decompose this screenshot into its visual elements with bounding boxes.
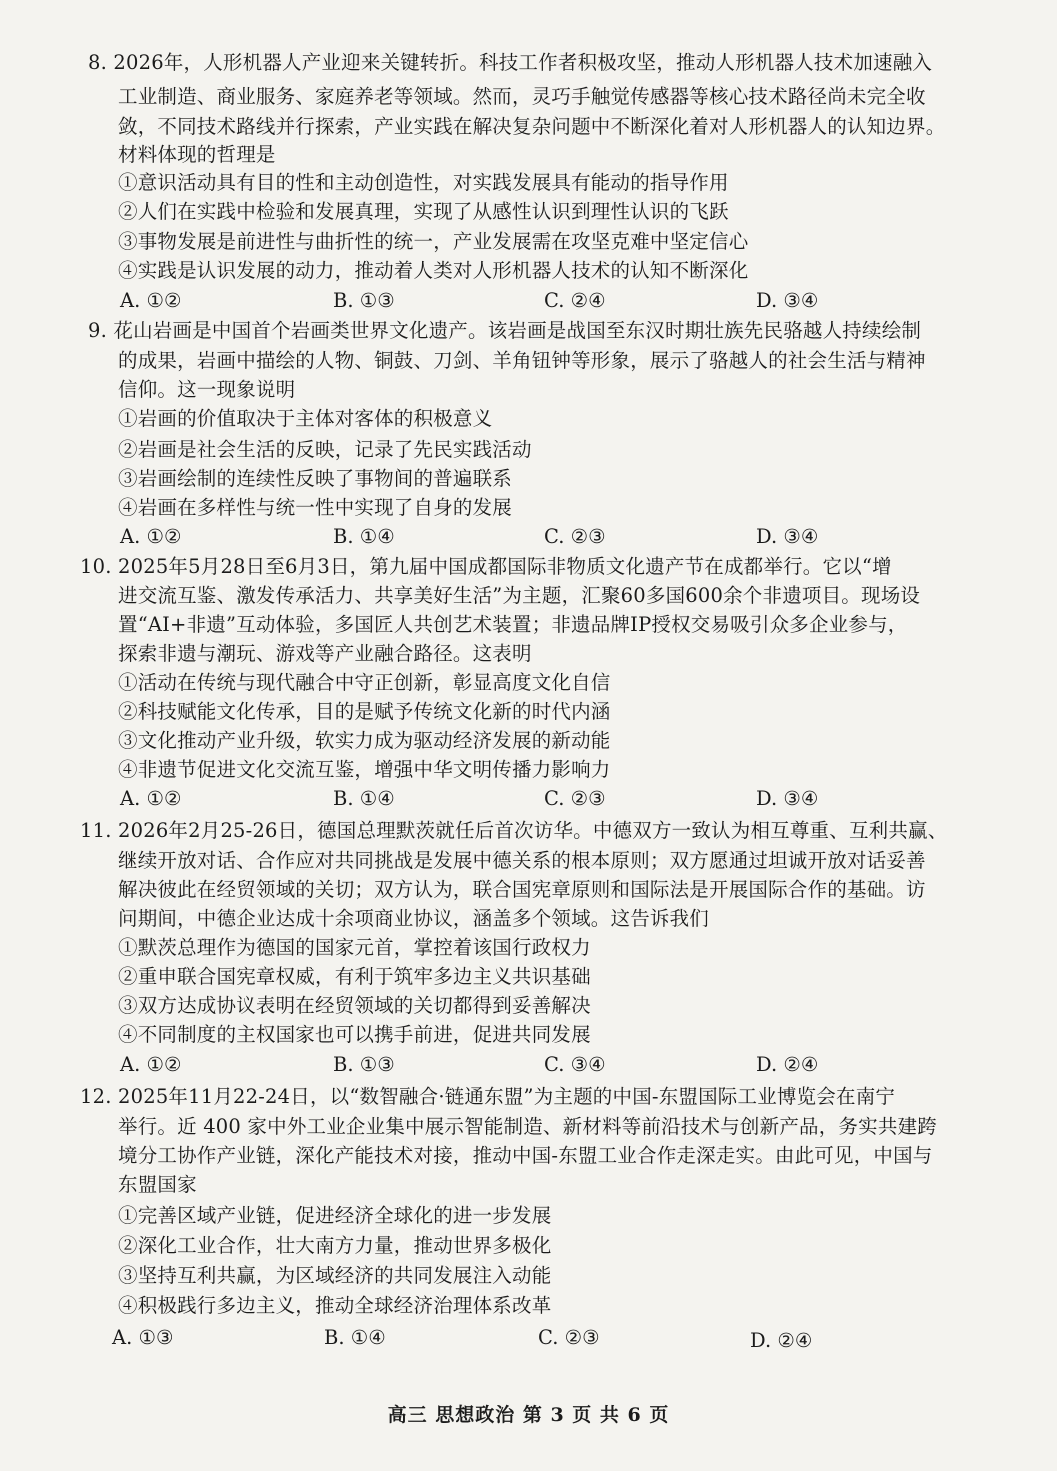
- question-stem-line: 10. 2025年5月28日至6月3日，第九届中国成都国际非物质文化遗产节在成都举行。它以“增: [80, 555, 892, 578]
- statement-option: ①岩画的价值取决于主体对客体的积极意义: [118, 407, 493, 430]
- question-stem-line: 8. 2026年，人形机器人产业迎来关键转折。科技工作者积极攻坚，推动人形机器人技术加速融入: [88, 51, 933, 74]
- question-stem-line: 的成果，岩画中描绘的人物、铜鼓、刀剑、羊角钮钟等形象，展示了骆越人的社会生活与精神: [118, 349, 926, 372]
- answer-choice-c: C. ②③: [538, 1326, 600, 1349]
- page-footer: 高三 思想政治 第 3 页 共 6 页: [387, 1404, 670, 1426]
- answer-choice-b: B. ①④: [324, 1326, 386, 1349]
- statement-option: ②岩画是社会生活的反映，记录了先民实践活动: [118, 438, 532, 461]
- statement-option: ③事物发展是前进性与曲折性的统一，产业发展需在攻坚克难中坚定信心: [118, 230, 749, 253]
- question-stem-line: 解决彼此在经贸领域的关切；双方认为，联合国宪章原则和国际法是开展国际合作的基础。访: [118, 878, 926, 901]
- statement-option: ③文化推动产业升级，软实力成为驱动经济发展的新动能: [118, 729, 611, 752]
- question-stem-line: 继续开放对话、合作应对共同挑战是发展中德关系的根本原则；双方愿通过坦诚开放对话妥善: [118, 849, 926, 872]
- answer-choice-d: D. ②④: [756, 1053, 819, 1076]
- statement-option: ①活动在传统与现代融合中守正创新，彰显高度文化自信: [118, 671, 611, 694]
- statement-option: ③双方达成协议表明在经贸领域的关切都得到妥善解决: [118, 994, 591, 1017]
- question-stem-line: 工业制造、商业服务、家庭养老等领域。然而，灵巧手触觉传感器等核心技术路径尚未完全收: [118, 85, 926, 108]
- answer-choice-c: C. ③④: [544, 1053, 606, 1076]
- statement-option: ①意识活动具有目的性和主动创造性，对实践发展具有能动的指导作用: [118, 171, 729, 194]
- question-stem-line: 探索非遗与潮玩、游戏等产业融合路径。这表明: [118, 642, 532, 665]
- question-stem-line: 举行。近 400 家中外工业企业集中展示智能制造、新材料等前沿技术与创新产品，务实共建跨: [118, 1115, 937, 1138]
- question-stem-line: 问期间，中德企业达成十余项商业协议，涵盖多个领域。这告诉我们: [118, 907, 710, 930]
- answer-choice-a: A. ①②: [120, 525, 182, 548]
- statement-option: ④实践是认识发展的动力，推动着人类对人形机器人技术的认知不断深化: [118, 259, 749, 282]
- answer-choice-b: B. ①④: [333, 787, 395, 810]
- answer-choice-d: D. ③④: [756, 525, 819, 548]
- question-stem-line: 东盟国家: [118, 1173, 197, 1196]
- question-stem-line: 置“AI+非遗”互动体验，多国匠人共创艺术装置；非遗品牌IP授权交易吸引众多企业参与，: [118, 613, 908, 636]
- answer-choice-b: B. ①④: [333, 525, 395, 548]
- statement-option: ②科技赋能文化传承，目的是赋予传统文化新的时代内涵: [118, 700, 611, 723]
- statement-option: ④非遗节促进文化交流互鉴，增强中华文明传播力影响力: [118, 758, 611, 781]
- question-stem-line: 敛，不同技术路线并行探索，产业实践在解决复杂问题中不断深化着对人形机器人的认知边界。: [118, 115, 946, 138]
- statement-option: ④不同制度的主权国家也可以携手前进，促进共同发展: [118, 1023, 591, 1046]
- question-stem-line: 进交流互鉴、激发传承活力、共享美好生活”为主题，汇聚60多国600余个非遗项目。现场设: [118, 584, 921, 607]
- statement-option: ③岩画绘制的连续性反映了事物间的普遍联系: [118, 467, 513, 490]
- question-stem-line: 信仰。这一现象说明: [118, 378, 296, 401]
- answer-choice-a: A. ①②: [120, 787, 182, 810]
- statement-option: ②重申联合国宪章权威，有利于筑牢多边主义共识基础: [118, 965, 591, 988]
- statement-option: ①默茨总理作为德国的国家元首，掌控着该国行政权力: [118, 936, 591, 959]
- statement-option: ②人们在实践中检验和发展真理，实现了从感性认识到理性认识的飞跃: [118, 200, 729, 223]
- answer-choice-d: D. ③④: [756, 787, 819, 810]
- answer-choice-b: B. ①③: [333, 289, 395, 312]
- answer-choice-c: C. ②④: [544, 289, 606, 312]
- answer-choice-d: D. ③④: [756, 289, 819, 312]
- question-stem-line: 境分工协作产业链，深化产能技术对接，推动中国-东盟工业合作走深走实。由此可见，中国与: [118, 1144, 933, 1167]
- answer-choice-d: D. ②④: [750, 1329, 813, 1352]
- question-stem-line: 材料体现的哲理是: [118, 143, 276, 166]
- question-stem-line: 9. 花山岩画是中国首个岩画类世界文化遗产。该岩画是战国至东汉时期壮族先民骆越人持续绘制: [88, 319, 922, 342]
- question-stem-line: 11. 2026年2月25-26日，德国总理默茨就任后首次访华。中德双方一致认为相互尊重、互利共赢、: [80, 819, 948, 842]
- answer-choice-c: C. ②③: [544, 525, 606, 548]
- statement-option: ①完善区域产业链，促进经济全球化的进一步发展: [118, 1204, 552, 1227]
- answer-choice-a: A. ①③: [112, 1326, 174, 1349]
- question-stem-line: 12. 2025年11月22-24日，以“数智融合·链通东盟”为主题的中国-东盟国际工业博览会在南宁: [80, 1085, 896, 1108]
- answer-choice-c: C. ②③: [544, 787, 606, 810]
- statement-option: ②深化工业合作，壮大南方力量，推动世界多极化: [118, 1234, 552, 1257]
- statement-option: ③坚持互利共赢，为区域经济的共同发展注入动能: [118, 1264, 552, 1287]
- answer-choice-a: A. ①②: [120, 289, 182, 312]
- answer-choice-b: B. ①③: [333, 1053, 395, 1076]
- answer-choice-a: A. ①②: [120, 1053, 182, 1076]
- statement-option: ④积极践行多边主义，推动全球经济治理体系改革: [118, 1294, 552, 1317]
- statement-option: ④岩画在多样性与统一性中实现了自身的发展: [118, 496, 513, 519]
